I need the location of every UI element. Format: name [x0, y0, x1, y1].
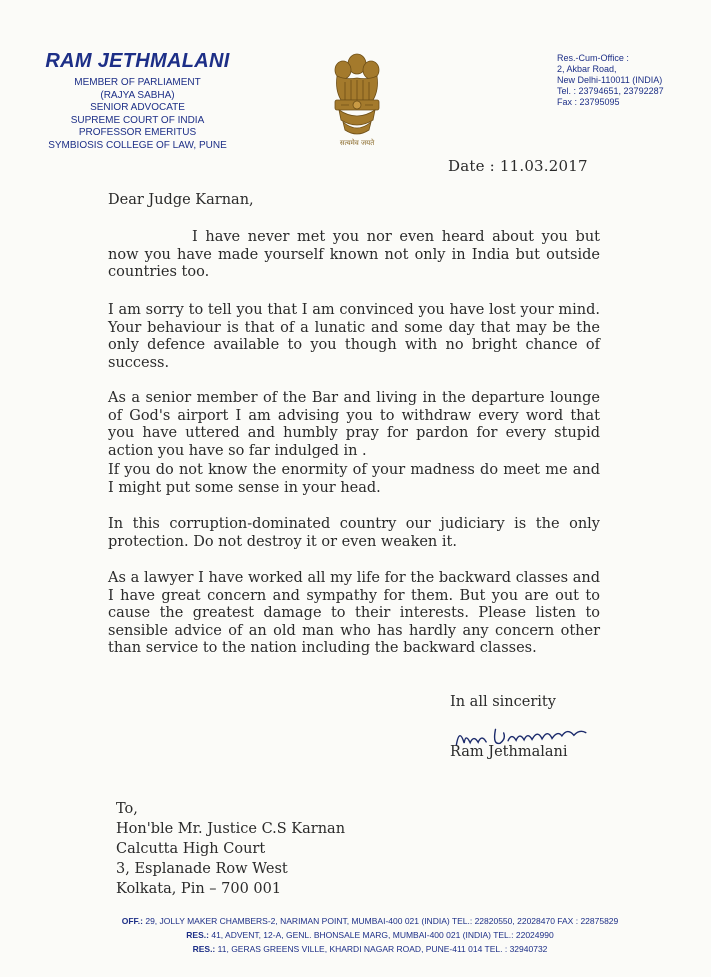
- letterhead-line: SYMBIOSIS COLLEGE OF LAW, PUNE: [48, 139, 227, 151]
- letterhead-left: [30, 50, 245, 152]
- letterhead-line: SENIOR ADVOCATE: [90, 102, 185, 113]
- office-line: New Delhi-110011 (INDIA): [557, 75, 663, 85]
- footer-text: 41, ADVENT, 12-A, GENL. BHONSALE MARG, MUMBAI-400 021 (INDIA) TEL.: 22024990: [211, 930, 554, 940]
- paragraph: [108, 302, 600, 372]
- closing: In all sincerity: [450, 694, 556, 710]
- footer-line: [60, 914, 680, 928]
- lion-capital-icon: [329, 50, 385, 138]
- salutation: Dear Judge Karnan,: [108, 192, 254, 208]
- letterhead-name: RAM JETHMALANI: [45, 50, 230, 72]
- office-line: Tel. : 23794651, 23792287: [557, 86, 664, 96]
- footer-line: [60, 928, 680, 942]
- paragraph-text: As a lawyer I have worked all my life for the backward classes and I have great concern and sympathy for them. But you are out to cause the greatest damage to their interests. Please listen to sensible advice of an old man who has hardly any concern other than service to the nation including the backward classes.: [108, 570, 600, 656]
- footer-label: OFF.:: [121, 916, 143, 926]
- paragraph: [108, 570, 600, 658]
- footer-text: 11, GERAS GREENS VILLE, KHARDI NAGAR ROAD, PUNE-411 014 TEL. : 32940732: [217, 944, 548, 954]
- letterhead-line: (RAJYA SABHA): [100, 89, 175, 101]
- address-line: Calcutta High Court: [116, 841, 266, 857]
- letterhead-line: SUPREME COURT OF INDIA: [70, 114, 205, 126]
- paragraph: [108, 516, 600, 551]
- address-line: Hon'ble Mr. Justice C.S Karnan: [116, 821, 346, 837]
- office-line: 2, Akbar Road,: [557, 64, 617, 74]
- paragraph: [108, 229, 600, 282]
- paragraph-text: As a senior member of the Bar and living in the departure lounge of God's airport I am advising you to withdraw every word that you have uttered and humbly pray for pardon for every stupid action you have so far indulged in .: [108, 390, 600, 459]
- letterhead-office: [557, 53, 707, 108]
- paragraph-text: If you do not know the enormity of your madness do meet me and I might put some sense in your head.: [108, 462, 600, 496]
- paragraph-text: I have never met you nor even heard about you but now you have made yourself known not only in India but outside countries too.: [108, 229, 600, 280]
- address-line: 3, Esplanade Row West: [116, 861, 288, 877]
- paragraph-text: In this corruption-dominated country our judiciary is the only protection. Do not destroy it or even weaken it.: [108, 516, 600, 550]
- letter-date: Date : 11.03.2017: [448, 157, 588, 175]
- national-emblem: [322, 50, 392, 150]
- office-line: Res.-Cum-Office :: [557, 53, 629, 63]
- paragraph: [108, 462, 600, 497]
- paragraph: [108, 390, 600, 460]
- footer-line: [60, 942, 680, 956]
- emblem-motto: सत्यमेव जयते: [339, 139, 375, 147]
- footer-label: RES.:: [192, 944, 216, 954]
- letterhead-footer: [60, 914, 680, 956]
- address-to: To,: [116, 801, 138, 817]
- paragraph-text: I am sorry to tell you that I am convinced you have lost your mind. Your behaviour is that of a lunatic and some day that may be the only defence available to you though with no bright chance of success.: [108, 302, 600, 371]
- letterhead-line: MEMBER OF PARLIAMENT: [74, 77, 201, 88]
- footer-text: 29, JOLLY MAKER CHAMBERS-2, NARIMAN POINT, MUMBAI-400 021 (INDIA) TEL.: 22820550, 22028470 FAX : 22875829: [145, 916, 619, 926]
- recipient-address: [116, 799, 345, 899]
- letterhead-line: PROFESSOR EMERITUS: [78, 127, 197, 138]
- footer-label: RES.:: [186, 930, 209, 940]
- signatory-name: Ram Jethmalani: [450, 744, 568, 760]
- office-line: Fax : 23795095: [557, 97, 620, 107]
- address-line: Kolkata, Pin – 700 001: [116, 881, 282, 897]
